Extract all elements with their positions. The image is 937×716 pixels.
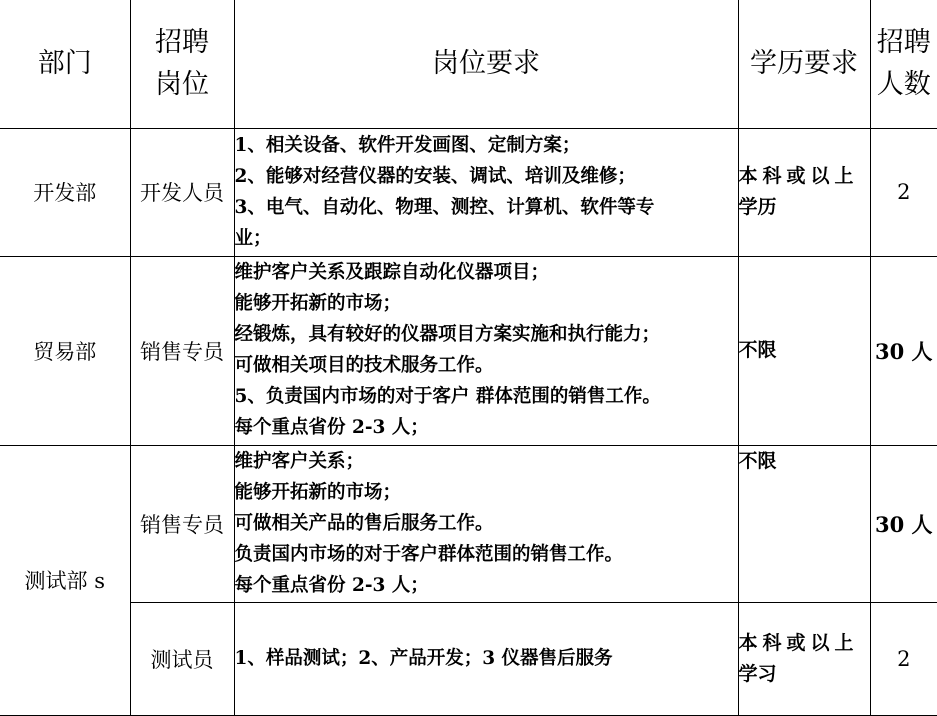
- position-cell: 测试员: [130, 602, 234, 715]
- position-cell: 销售专员: [130, 256, 234, 445]
- requirement-line: 业；: [234, 228, 272, 249]
- requirement-line: 能够开拓新的市场；: [234, 481, 402, 503]
- table-row: [0, 445, 937, 602]
- requirement-line: 经锻炼，具有较好的仪器项目方案实施和执行能力；: [234, 323, 661, 345]
- position-cell: 开发人员: [130, 128, 234, 256]
- requirement-line: 维护客户关系及跟踪自动化仪器项目；: [234, 261, 550, 283]
- dept-cell: 开发部: [0, 128, 130, 256]
- requirement-line: 可做相关产品的售后服务工作。: [234, 512, 494, 534]
- requirements-cell: [234, 445, 738, 602]
- table-row: [0, 128, 937, 256]
- requirement-line: 每个重点省份 2-3 人；: [234, 416, 429, 438]
- requirement-line: 可做相关项目的技术服务工作。: [234, 354, 494, 376]
- dept-cell: 贸易部: [0, 256, 130, 445]
- requirement-line: 2、能够对经营仪器的安装、调试、培训及维修；: [234, 166, 636, 187]
- dept-cell: 测试部 s: [0, 445, 130, 715]
- requirement-line: 3、电气、自动化、物理、测控、计算机、软件等专: [234, 197, 655, 218]
- count-cell: 30 人: [870, 445, 937, 602]
- count-cell: 2: [870, 602, 937, 715]
- requirement-line: 1、相关设备、软件开发画图、定制方案；: [234, 135, 581, 156]
- requirement-line: 1、样品测试；2、产品开发；3 仪器售后服务: [234, 648, 613, 669]
- position-cell: 销售专员: [130, 445, 234, 602]
- header-requirements: 岗位要求: [234, 0, 738, 128]
- count-cell: 2: [870, 128, 937, 256]
- requirement-line: 每个重点省份 2-3 人；: [234, 574, 429, 596]
- education-cell: 不限: [738, 256, 870, 445]
- table-row: [0, 602, 937, 715]
- education-cell: 不限: [738, 445, 870, 602]
- header-dept: 部门: [0, 0, 130, 128]
- requirement-line: 5、负责国内市场的对于客户 群体范围的销售工作。: [234, 385, 661, 407]
- header-position: 招聘 岗位: [130, 0, 234, 128]
- header-count: 招聘 人数: [870, 0, 937, 128]
- requirements-cell: [234, 128, 738, 256]
- requirement-line: 维护客户关系；: [234, 450, 365, 472]
- requirement-line: 能够开拓新的市场；: [234, 292, 402, 314]
- education-cell: 本科或以上 学历: [738, 128, 870, 256]
- header-education: 学历要求: [738, 0, 870, 128]
- requirement-line: 负责国内市场的对于客户群体范围的销售工作。: [234, 543, 624, 565]
- table-row: [0, 256, 937, 445]
- count-cell: 30 人: [870, 256, 937, 445]
- header-row: [0, 0, 937, 128]
- education-cell: 本科或以上 学习: [738, 602, 870, 715]
- requirements-cell: [234, 256, 738, 445]
- requirements-cell: [234, 602, 738, 715]
